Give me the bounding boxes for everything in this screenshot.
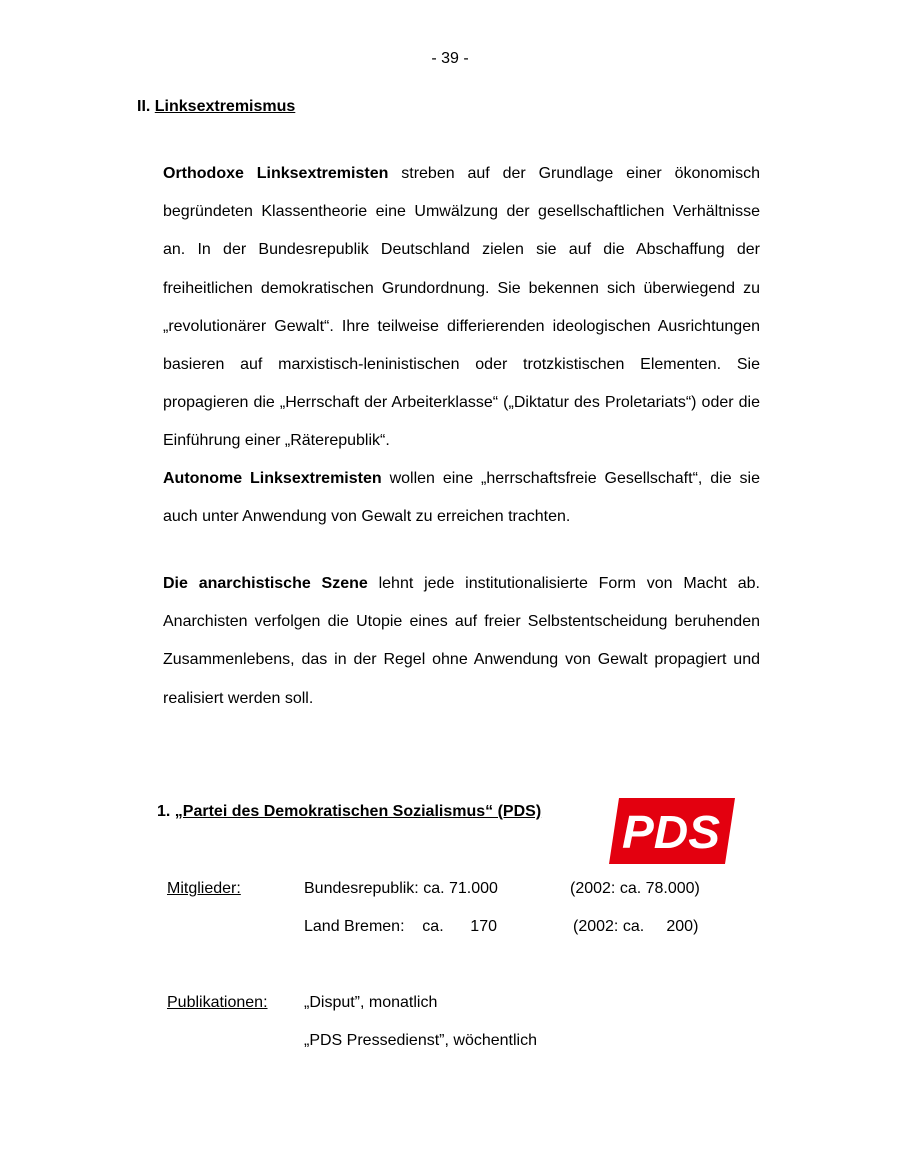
members-federal-previous: (2002: ca. 78.000) <box>570 880 700 897</box>
paragraph-anarchist-lead: Die anarchistische Szene <box>163 575 368 592</box>
paragraph-anarchist <box>163 565 760 718</box>
paragraph-orthodox-text: streben auf der Grundlage einer ökonomisch begründeten Klassentheorie eine Umwälzung der gesellschaftlichen Verhältnisse an. In der Bundesrepublik Deutschland zielen sie auf die Abschaffung der freiheitlichen demokratischen Grundordnung. Sie bekennen sich überwiegend zu „revolutionärer Gewalt“. Ihre teilweise differierenden ideologischen Ausrichtungen basieren auf marxistisch-leninistischen oder trotzkistischen Elementen. Sie propagieren die „Herrschaft der Arbeiterklasse“ („Diktatur des Proletariats“) oder die Einführung einer „Räterepublik“. <box>163 165 760 450</box>
publications-label: Publikationen: <box>167 994 268 1011</box>
section-heading <box>137 98 295 116</box>
subsection-title: „Partei des Demokratischen Sozialismus“ (PDS) <box>174 803 542 820</box>
paragraph-autonomous-text: wollen eine „herrschaftsfreie Gesellschaft“, die sie auch unter Anwendung von Gewalt zu erreichen trachten. <box>163 470 760 526</box>
members-bremen-previous: (2002: ca. 200) <box>573 918 699 935</box>
members-bremen: Land Bremen: ca. 170 <box>304 918 497 935</box>
paragraph-orthodox-lead: Orthodoxe Linksextremisten <box>163 165 389 182</box>
members-label: Mitglieder: <box>167 880 241 897</box>
pds-logo <box>609 798 735 864</box>
publication-item: „PDS Pressedienst”, wöchentlich <box>304 1032 537 1049</box>
paragraph-orthodox <box>163 155 760 461</box>
paragraph-autonomous-lead: Autonome Linksextremisten <box>163 470 382 487</box>
paragraph-autonomous <box>163 460 760 536</box>
section-title: Linksextremismus <box>154 98 296 115</box>
paragraph-anarchist-text: lehnt jede institutionalisierte Form von Macht ab. Anarchisten verfolgen die Utopie eines auf freier Selbstentscheidung beruhenden Zusammenlebens, das in der Regel ohne Anwendung von Gewalt propagiert und realisiert werden soll. <box>163 575 760 707</box>
page-number: - 39 - <box>431 50 469 67</box>
pds-logo-text: PDS <box>622 806 721 858</box>
section-prefix: II. <box>137 98 155 115</box>
subsection-prefix: 1. <box>157 803 175 820</box>
subsection-heading <box>157 803 541 821</box>
publication-item: „Disput”, monatlich <box>304 994 438 1011</box>
members-federal: Bundesrepublik: ca. 71.000 <box>304 880 498 897</box>
